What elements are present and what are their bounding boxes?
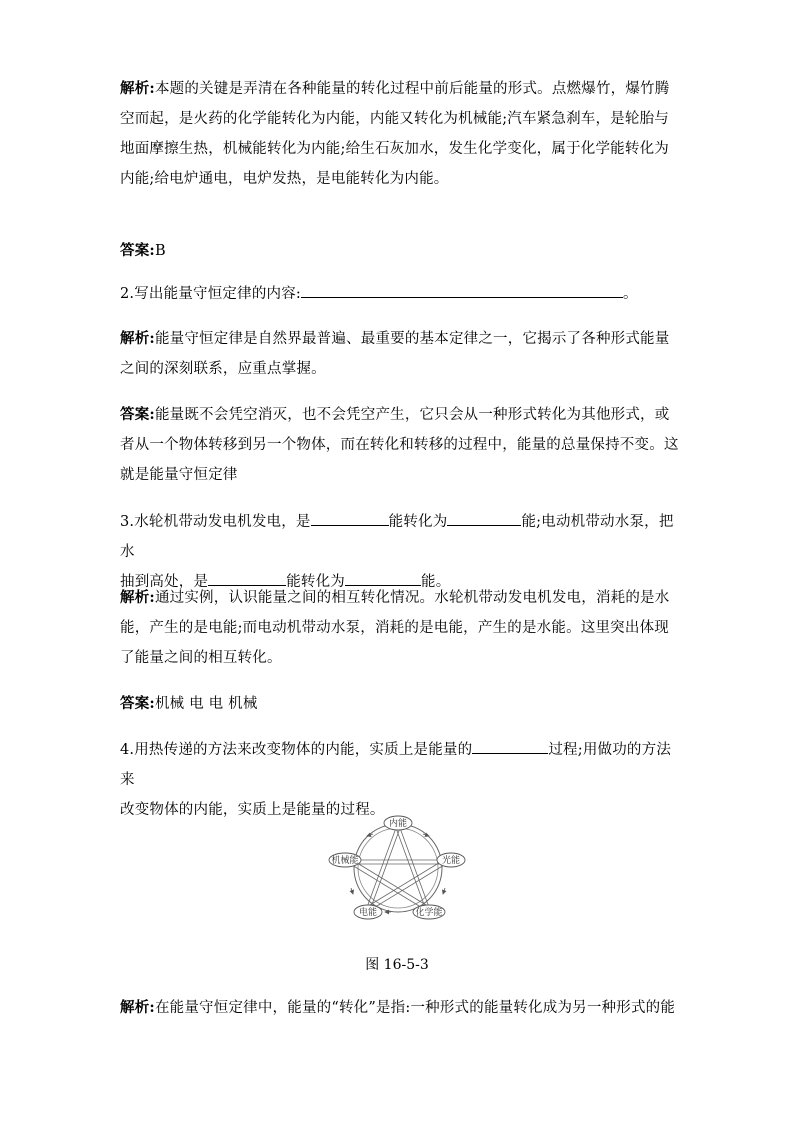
q1-analysis [120, 74, 680, 194]
q3-answer-text: 机械 电 电 机械 [154, 696, 258, 712]
q3-text-part2: 能转化为 [388, 514, 448, 530]
node-electric-energy [354, 905, 382, 919]
q4-text-part3: 改变物体的内能，实质上是能量的过程。 [120, 802, 385, 818]
node-chemical-energy [413, 905, 445, 919]
node-label-chemical: 化学能 [415, 908, 443, 918]
q2-answer-label: 答案: [120, 406, 155, 423]
node-label-light: 光能 [441, 856, 461, 866]
q1-analysis-text: 本题的关键是弄清在各种能量的转化过程中前后能量的形式。点燃爆竹，爆竹腾空而起，是火药的化学能转化为内能，内能又转化为机械能;汽车紧急刹车，是轮胎与地面摩擦生热，机械能转化为内能;给生石灰加水，发生化学变化，属于化学能转化为内能;给电炉通电，电炉发热，是电能转化为内能。 [120, 81, 670, 187]
q3-analysis-label: 解析: [120, 589, 155, 606]
q2-analysis [120, 324, 680, 384]
q3-answer-label: 答案: [120, 695, 155, 712]
q3-answer [120, 689, 680, 719]
q4-blank-1[interactable] [472, 737, 548, 754]
q4-analysis [120, 993, 680, 1023]
q2-answer-text: 能量既不会凭空消灭，也不会凭空产生，它只会从一种形式转化为其他形式，或者从一个物体转移到另一个物体，而在转化和转移的过程中，能量的总量保持不变。这就是能量守恒定律 [120, 407, 679, 483]
energy-conversion-diagram [325, 812, 471, 924]
q3-text-part3: 能;电动机带动水泵，把水 [120, 514, 674, 560]
node-label-internal: 内能 [388, 819, 408, 829]
q2-answer-blank[interactable] [301, 281, 623, 298]
node-label-electric: 电能 [358, 908, 378, 918]
q3-blank-2[interactable] [447, 509, 521, 526]
outer-ring [354, 824, 442, 912]
q4-text-part2: 过程;用做功的方法来 [120, 742, 672, 788]
q3-text-part6: 能。 [421, 574, 451, 590]
q1-answer-text: B [154, 243, 166, 259]
star-lines [345, 828, 451, 912]
q2-answer [120, 400, 680, 490]
q2-question-text: 2.写出能量守恒定律的内容: [120, 286, 302, 302]
q1-analysis-label: 解析: [120, 80, 155, 97]
q4-analysis-text: 在能量守恒定律中，能量的“转化”是指:一种形式的能量转化成为另一种形式的能 [154, 1000, 676, 1016]
node-label-mechanical: 机械能 [331, 856, 359, 866]
q3-blank-1[interactable] [311, 509, 389, 526]
q3-text-part1: 3.水轮机带动发电机发电，是 [120, 514, 311, 530]
q2-question-end: 。 [623, 286, 638, 302]
q2-analysis-text: 能量守恒定律是自然界最普遍、最重要的基本定律之一，它揭示了各种形式能量之间的深刻联系，应重点掌握。 [120, 331, 670, 377]
node-mechanical-energy [329, 853, 361, 867]
node-internal-energy [384, 816, 412, 830]
q3-analysis [120, 583, 680, 673]
q4-analysis-label: 解析: [120, 999, 155, 1016]
q1-answer [120, 236, 680, 266]
q4-text-part1: 4.用热传递的方法来改变物体的内能，实质上是能量的 [120, 742, 473, 758]
q1-answer-label: 答案: [120, 242, 155, 259]
q3-text-part4: 抽到高处，是 [120, 574, 209, 590]
q3-analysis-text: 通过实例，认识能量之间的相互转化情况。水轮机带动发电机发电，消耗的是水能，产生的是电能;而电动机带动水泵，消耗的是电能，产生的是水能。这里突出体现了能量之间的相互转化。 [120, 590, 670, 666]
inner-ring [358, 828, 438, 908]
q2-analysis-label: 解析: [120, 330, 155, 347]
figure-caption: 图 16-5-3 [365, 957, 429, 973]
node-light-energy [437, 853, 465, 867]
q3-text-part5: 能转化为 [286, 574, 346, 590]
q2-question [120, 279, 680, 309]
